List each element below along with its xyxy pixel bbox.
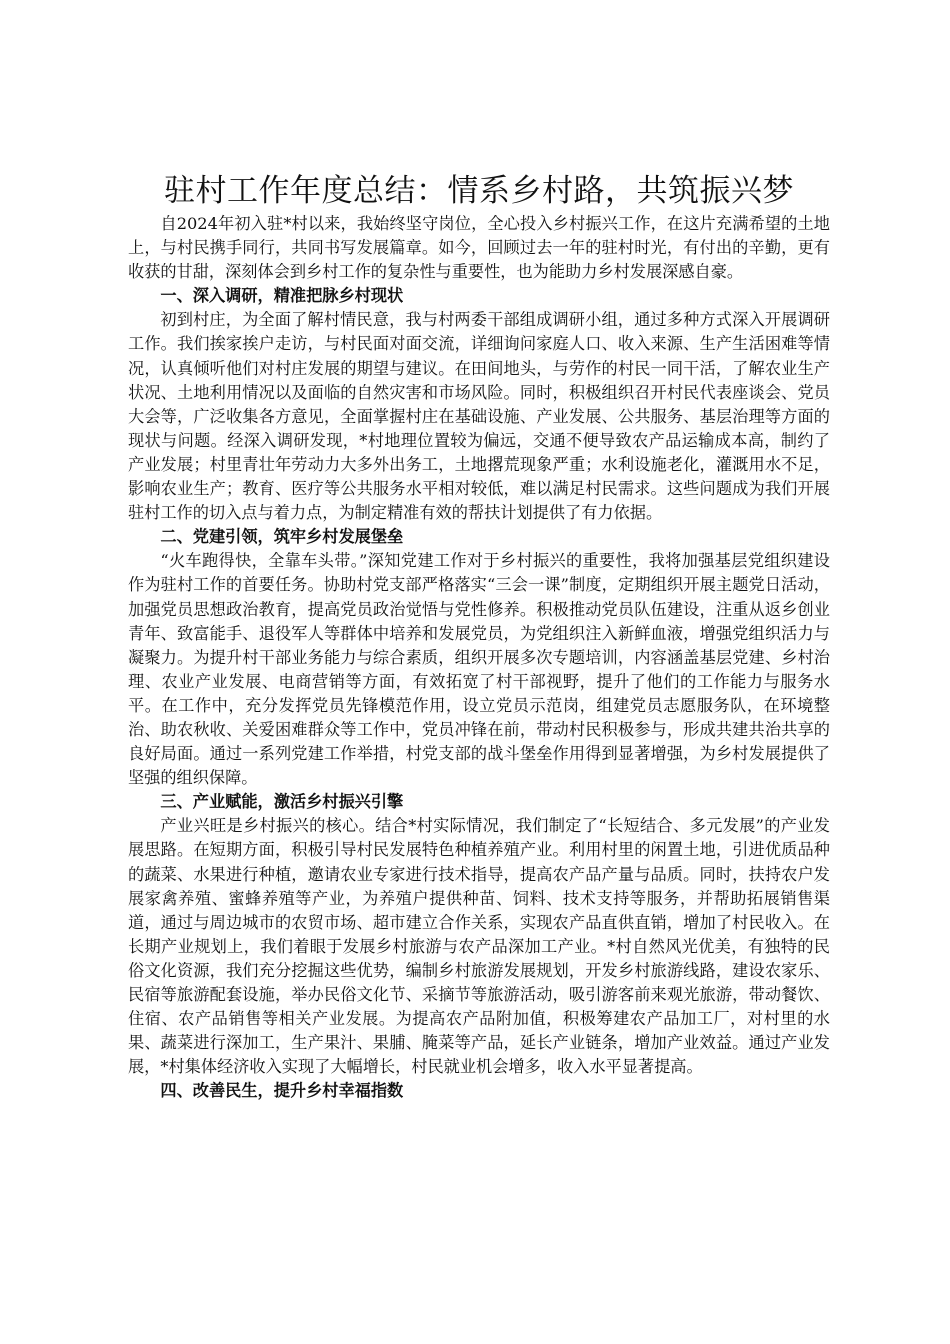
section-heading-2: 二、党建引领，筑牢乡村发展堡垒 <box>160 527 404 547</box>
section-body-1: 初到村庄，为全面了解村情民意，我与村两委干部组成调研小组，通过多种方式深入开展调研工作。我们挨家挨户走访，与村民面对面交流，详细询问家庭人口、收入来源、生产生活困难等情况，认真倾听他们对村庄发展的期望与建议。在田间地头，与劳作的村民一同干活，了解农业生产状况、土地利用情况以及面临的自然灾害和市场风险。同时，积极组织召开村民代表座谈会、党员大会等，广泛收集各方意见，全面掌握村庄在基础设施、产业发展、公共服务、基层治理等方面的现状与问题。经深入调研发现，*村地理位置较为偏远，交通不便导致农产品运输成本高，制约了产业发展；村里青壮年劳动力大多外出务工，土地撂荒现象严重；水利设施老化，灌溉用水不足，影响农业生产；教育、医疗等公共服务水平相对较低，难以满足村民需求。这些问题成为我们开展驻村工作的切入点与着力点，为制定精准有效的帮扶计划提供了有力依据。 <box>128 310 830 523</box>
section-body-3: 产业兴旺是乡村振兴的核心。结合*村实际情况，我们制定了“长短结合、多元发展”的产业发展思路。在短期方面，积极引导村民发展特色种植养殖产业。利用村里的闲置土地，引进优质品种的蔬菜、水果进行种植，邀请农业专家进行技术指导，提高农产品产量与品质。同时，扶持农户发展家禽养殖、蜜蜂养殖等产业，为养殖户提供种苗、饲料、技术支持等服务，并帮助拓展销售渠道，通过与周边城市的农贸市场、超市建立合作关系，实现农产品直供直销，增加了村民收入。在长期产业规划上，我们着眼于发展乡村旅游与农产品深加工产业。*村自然风光优美，有独特的民俗文化资源，我们充分挖掘这些优势，编制乡村旅游发展规划，开发乡村旅游线路，建设农家乐、民宿等旅游配套设施，举办民俗文化节、采摘节等旅游活动，吸引游客前来观光旅游，带动餐饮、住宿、农产品销售等相关产业发展。为提高农产品附加值，积极筹建农产品加工厂，对村里的水果、蔬菜进行深加工，生产果汁、果脯、腌菜等产品，延长产业链条，增加产业效益。通过产业发展，*村集体经济收入实现了大幅增长，村民就业机会增多，收入水平显著提高。 <box>128 816 830 1077</box>
section-heading-1: 一、深入调研，精准把脉乡村现状 <box>160 286 404 306</box>
section-heading-4: 四、改善民生，提升乡村幸福指数 <box>160 1081 404 1101</box>
document-body <box>128 170 830 1103</box>
document-title: 驻村工作年度总结：情系乡村路，共筑振兴梦 <box>164 173 794 209</box>
section-body-2: “火车跑得快，全靠车头带。”深知党建工作对于乡村振兴的重要性，我将加强基层党组织建设作为驻村工作的首要任务。协助村党支部严格落实“三会一课”制度，定期组织开展主题党日活动，加强党员思想政治教育，提高党员政治觉悟与党性修养。积极推动党员队伍建设，注重从返乡创业青年、致富能手、退役军人等群体中培养和发展党员，为党组织注入新鲜血液，增强党组织活力与凝聚力。为提升村干部业务能力与综合素质，组织开展多次专题培训，内容涵盖基层党建、乡村治理、农业产业发展、电商营销等方面，有效拓宽了村干部视野，提升了他们的工作能力与服务水平。在工作中，充分发挥党员先锋模范作用，设立党员示范岗，组建党员志愿服务队，在环境整治、助农秋收、关爱困难群众等工作中，党员冲锋在前，带动村民积极参与，形成共建共治共享的良好局面。通过一系列党建工作举措，村党支部的战斗堡垒作用得到显著增强，为乡村发展提供了坚强的组织保障。 <box>128 551 830 788</box>
section-heading-3: 三、产业赋能，激活乡村振兴引擎 <box>160 792 404 812</box>
intro-paragraph: 自2024年初入驻*村以来，我始终坚守岗位，全心投入乡村振兴工作，在这片充满希望的土地上，与村民携手同行，共同书写发展篇章。如今，回顾过去一年的驻村时光，有付出的辛勤，更有收获的甘甜，深刻体会到乡村工作的复杂性与重要性，也为能助力乡村发展深感自豪。 <box>128 214 830 282</box>
